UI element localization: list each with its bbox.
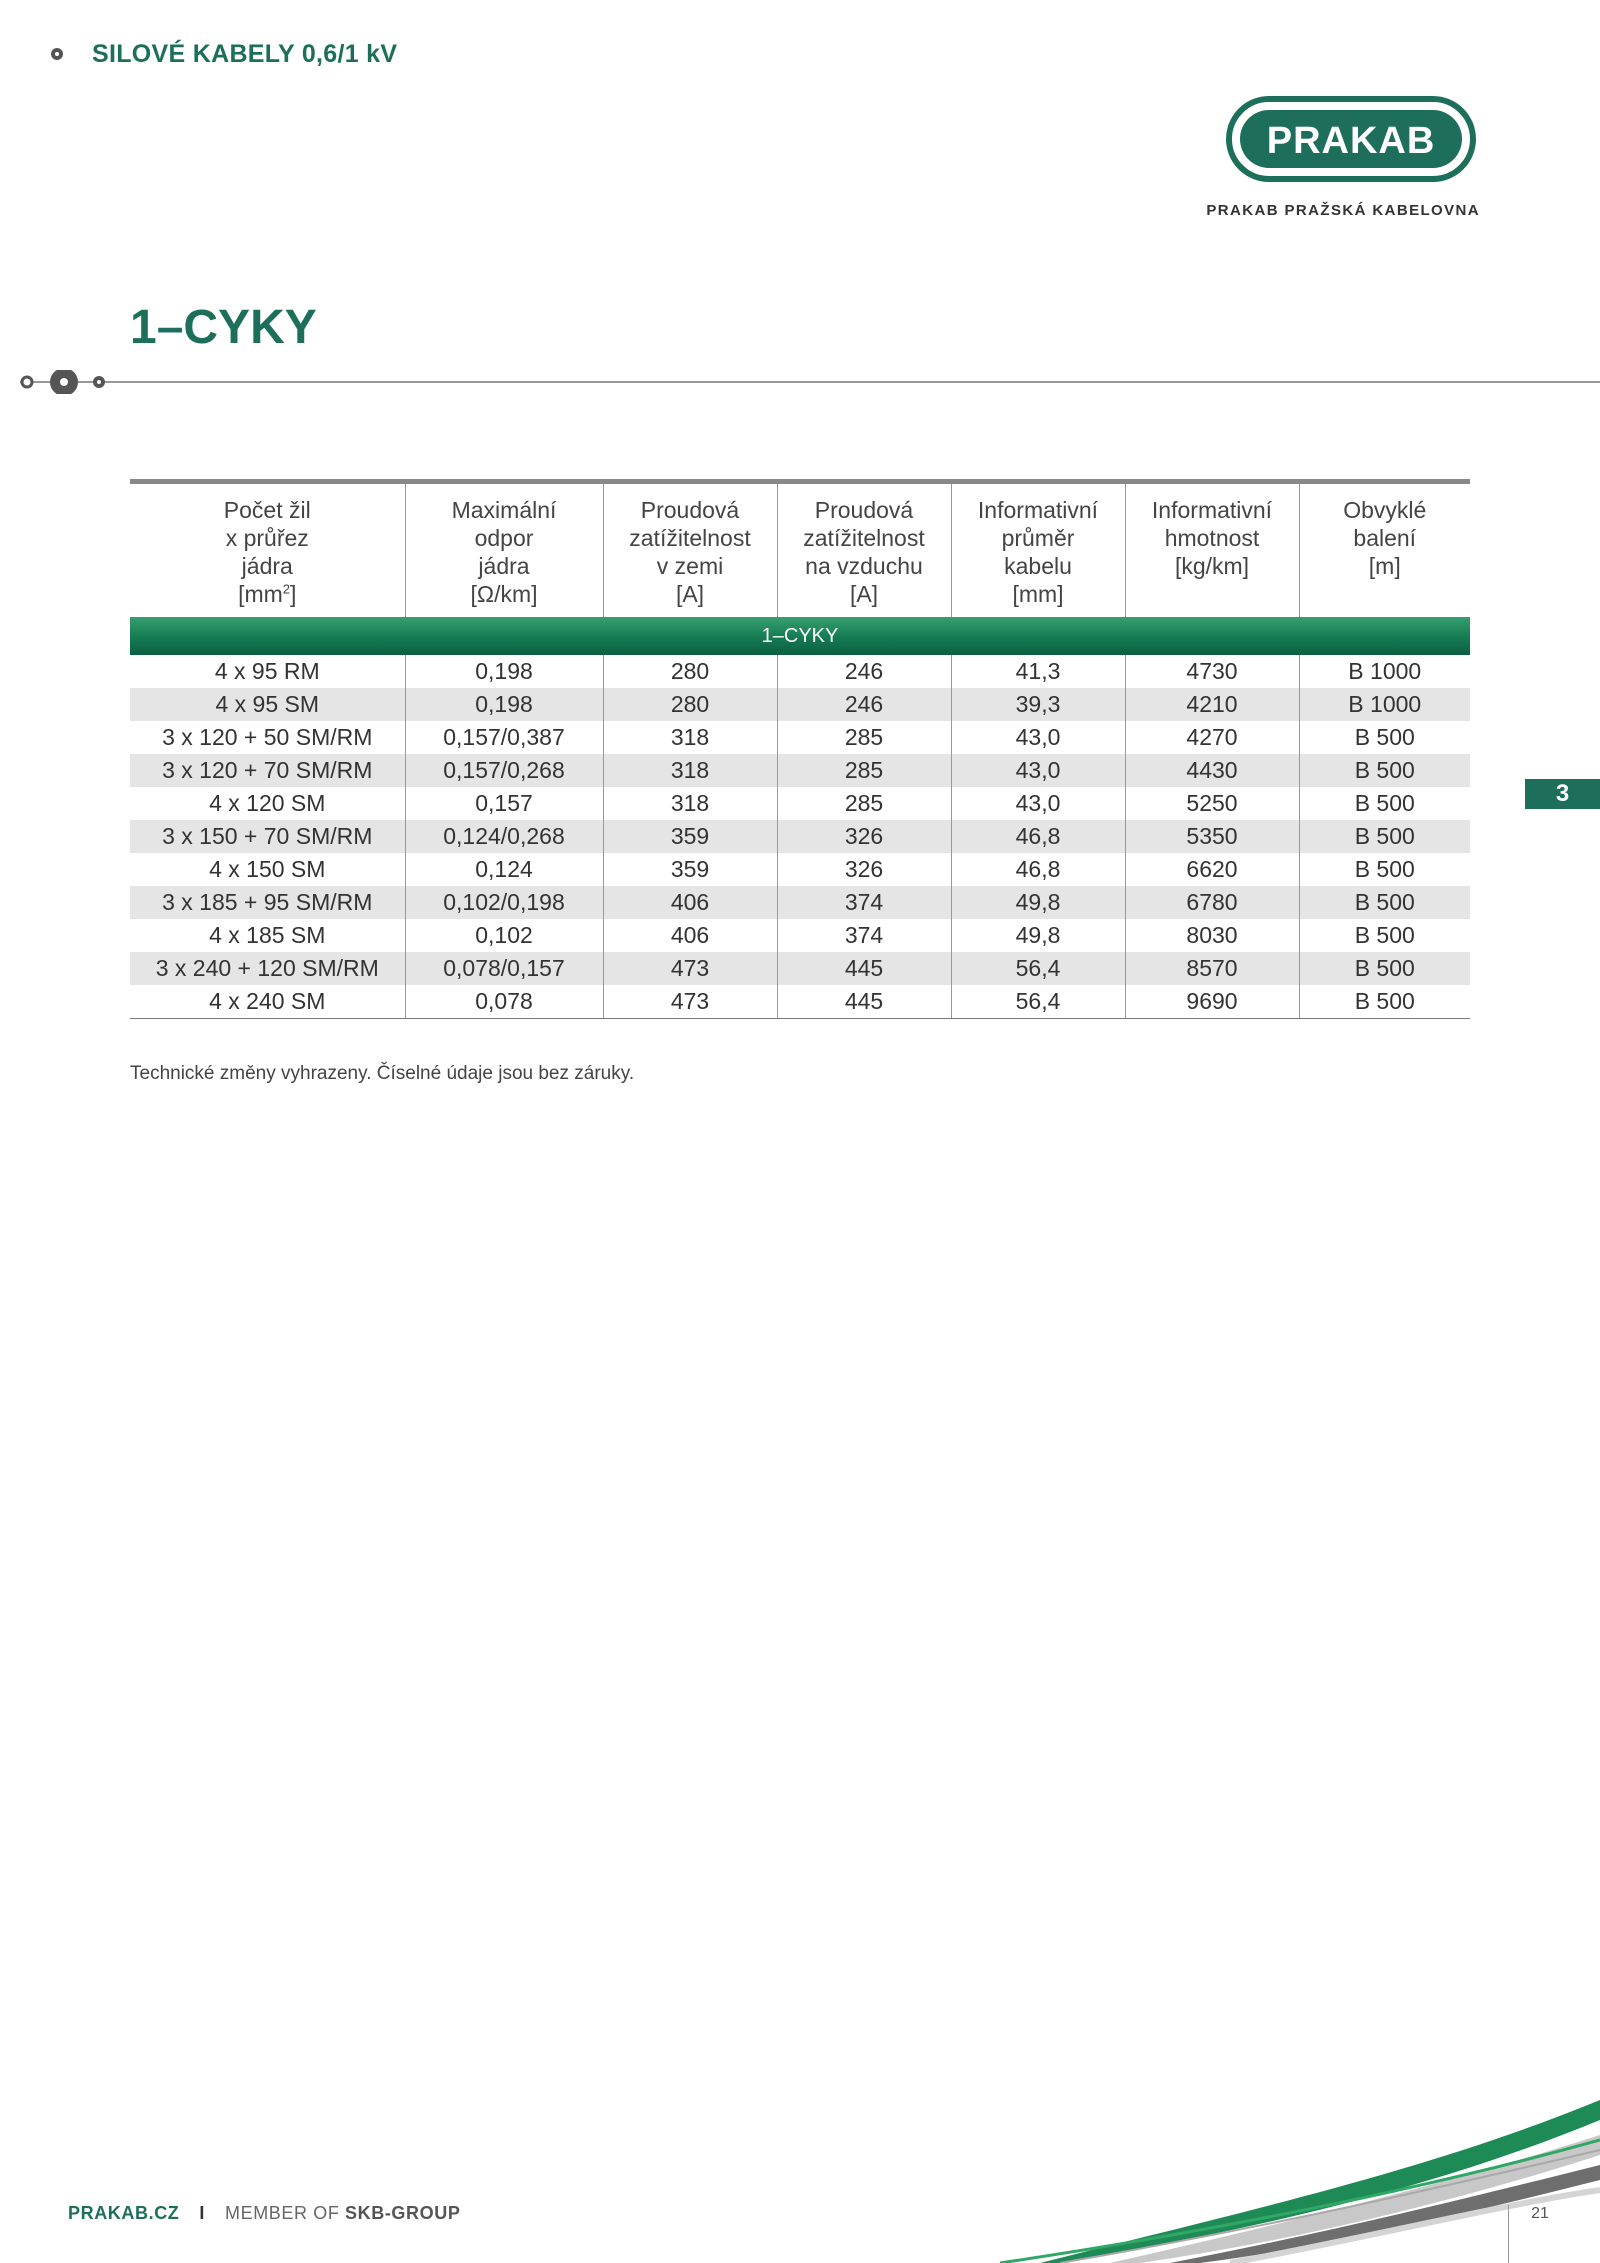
table-cell: 4 x 95 SM: [130, 688, 405, 721]
table-row: [130, 754, 1470, 787]
table-cell: 43,0: [951, 721, 1125, 754]
divider-small-dot-icon: [22, 377, 32, 387]
table-cell: 318: [603, 787, 777, 820]
table-cell: B 1000: [1348, 658, 1422, 684]
table-cell: 318: [603, 721, 777, 754]
table-cell: 0,124: [405, 853, 603, 886]
table-cell: 326: [777, 820, 951, 853]
table-cell: 5250: [1125, 787, 1299, 820]
table-cell: 6780: [1125, 886, 1299, 919]
table-cell: B 500: [1299, 886, 1470, 919]
table-cell: 406: [603, 886, 777, 919]
table-cell: 0,157/0,268: [405, 754, 603, 787]
table-cell: 5350: [1125, 820, 1299, 853]
column-header-weight: Informativní hmotnost [kg/km]: [1125, 482, 1299, 618]
table-cell: B 1000: [1299, 688, 1470, 721]
table-cell: 359: [603, 820, 777, 853]
table-cell: 285: [777, 787, 951, 820]
table-cell: 4 x 240 SM: [130, 985, 405, 1019]
table-cell: 49,8: [951, 886, 1125, 919]
table-cell: 46,8: [951, 853, 1125, 886]
table-cell: B 500: [1354, 922, 1415, 948]
table-cell: 406: [603, 919, 777, 952]
table-cell: 246: [777, 655, 951, 688]
table-cell: 41,3: [951, 655, 1125, 688]
table-cell: 3 x 240 + 120 SM/RM: [130, 952, 405, 985]
table-cell: 0,078: [405, 985, 603, 1019]
table-cell: 56,4: [951, 985, 1125, 1019]
table-cell: 46,8: [951, 820, 1125, 853]
table-cell: 56,4: [951, 952, 1125, 985]
table-cell: B 500: [1354, 856, 1415, 882]
footer-site-link[interactable]: PRAKAB.CZ: [68, 2203, 180, 2223]
table-cell: 4430: [1125, 754, 1299, 787]
table-cell: 0,102: [405, 919, 603, 952]
table-cell: 3 x 120 + 50 SM/RM: [130, 721, 405, 754]
table-row: [130, 721, 1470, 754]
column-header-resistance: Maximální odpor jádra [Ω/km]: [405, 482, 603, 618]
footer-cable-graphic: [1000, 2080, 1600, 2263]
table-body: [130, 655, 1470, 1019]
table-cell: 318: [603, 754, 777, 787]
table-row: [130, 853, 1470, 886]
footer-info: [68, 2203, 460, 2224]
table-cell: 473: [603, 952, 777, 985]
table-cell: 4210: [1125, 688, 1299, 721]
cable-spec-table: [130, 479, 1470, 1019]
table-cell: 4730: [1125, 655, 1299, 688]
table-cell: B 500: [1299, 754, 1470, 787]
chapter-tab: 3: [1525, 779, 1600, 809]
logo-subtitle: PRAKAB PRAŽSKÁ KABELOVNA: [1206, 202, 1480, 219]
disclaimer-note: Technické změny vyhrazeny. Číselné údaje jsou bez záruky.: [130, 1063, 635, 1084]
footer-divider: [1508, 2205, 1509, 2263]
table-cell: B 500: [1299, 952, 1470, 985]
table-cell: 285: [777, 721, 951, 754]
table-cell: 0,198: [405, 688, 603, 721]
table-cell: 445: [777, 952, 951, 985]
table-cell: B 500: [1354, 790, 1415, 816]
table-cell: 359: [603, 853, 777, 886]
header-title: SILOVÉ KABELY 0,6/1 kV: [92, 40, 398, 68]
column-header-current-air: Proudová zatížitelnost na vzduchu [A]: [777, 482, 951, 618]
table-cell: 326: [777, 853, 951, 886]
table-cell: 4 x 120 SM: [130, 787, 405, 820]
table-cell: 3 x 185 + 95 SM/RM: [130, 886, 405, 919]
table-cell: 8030: [1125, 919, 1299, 952]
table-row: [130, 820, 1470, 853]
table-header-row: [130, 482, 1470, 618]
table-cell: 280: [603, 688, 777, 721]
table-row: [130, 688, 1470, 721]
table-row: [130, 886, 1470, 919]
prakab-logo: [1226, 96, 1476, 182]
table-cell: 0,157/0,387: [405, 721, 603, 754]
table-cell: 43,0: [951, 754, 1125, 787]
column-header-current-ground: Proudová zatížitelnost v zemi [A]: [603, 482, 777, 618]
table-cell: 0,124/0,268: [405, 820, 603, 853]
section-divider: [20, 370, 1600, 394]
table-cell: B 500: [1299, 820, 1470, 853]
table-cell: 39,3: [951, 688, 1125, 721]
table-cell: 43,0: [951, 787, 1125, 820]
table-cell: 3 x 150 + 70 SM/RM: [130, 820, 405, 853]
table-cell: 4 x 95 RM: [130, 655, 405, 688]
table-cell: 280: [603, 655, 777, 688]
table-row: [130, 919, 1470, 952]
footer-member-label: MEMBER OF: [225, 2203, 346, 2223]
table-row: [130, 985, 1470, 1019]
table-band-label: 1–CYKY: [130, 617, 1470, 655]
column-header-diameter: Informativní průměr kabelu [mm]: [951, 482, 1125, 618]
table-cell: 285: [777, 754, 951, 787]
table-cell: B 500: [1299, 985, 1470, 1019]
table-cell: 4270: [1125, 721, 1299, 754]
table-cell: 246: [777, 688, 951, 721]
table-cell: 445: [777, 985, 951, 1019]
table-row: [130, 787, 1470, 820]
table-row: [130, 655, 1470, 688]
footer-group-name: SKB-GROUP: [345, 2203, 461, 2223]
footer-separator: I: [199, 2203, 206, 2223]
table-cell: 0,198: [405, 655, 603, 688]
header-bullet-icon: [51, 48, 63, 60]
table-cell: 4 x 150 SM: [130, 853, 405, 886]
column-header-cores: Počet žil x průřez jádra $[mm^2]$: [130, 482, 405, 618]
section-title: 1–CYKY: [130, 301, 317, 354]
table-cell: 374: [777, 886, 951, 919]
column-header-packaging: Obvyklé balení [m]: [1299, 482, 1470, 618]
table-cell: 0,102/0,198: [405, 886, 603, 919]
table-cell: 6620: [1125, 853, 1299, 886]
logo-text: PRAKAB: [1266, 120, 1436, 162]
table-cell: 0,157: [405, 787, 603, 820]
table-cell: 8570: [1125, 952, 1299, 985]
table-cell: 3 x 120 + 70 SM/RM: [130, 754, 405, 787]
table-band-row: [130, 617, 1470, 655]
table-cell: B 500: [1354, 724, 1415, 750]
table-cell: 4 x 185 SM: [130, 919, 405, 952]
table-cell: 0,078/0,157: [405, 952, 603, 985]
table-cell: 473: [603, 985, 777, 1019]
table-cell: 374: [777, 919, 951, 952]
table-cell: 9690: [1125, 985, 1299, 1019]
table-cell: 49,8: [951, 919, 1125, 952]
table-row: [130, 952, 1470, 985]
page-number: 21: [1531, 2205, 1549, 2222]
